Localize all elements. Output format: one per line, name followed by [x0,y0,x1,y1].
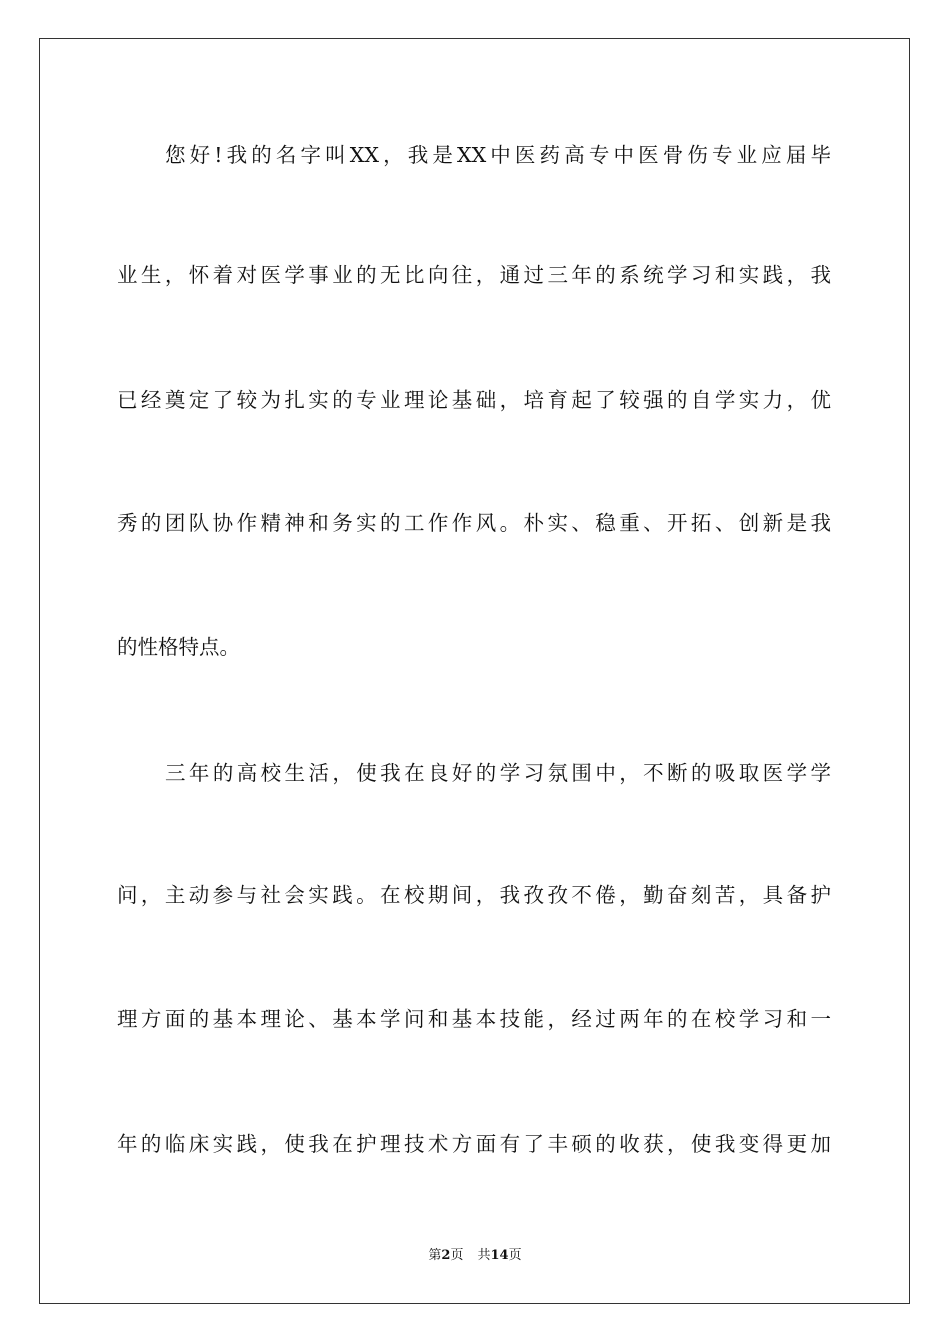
paragraph-2-line-2: 问，主动参与社会实践。在校期间，我孜孜不倦，勤奋刻苦，具备护 [117,883,831,907]
footer-total-pages: 14 [490,1248,509,1263]
page-border [39,38,910,1304]
paragraph-2-line-4: 年的临床实践，使我在护理技术方面有了丰硕的收获，使我变得更加 [117,1132,831,1156]
paragraph-1-line-5: 的性格特点。 [117,635,240,659]
paragraph-1-line-1: 您好!我的名字叫XX，我是XX中医药高专中医骨伤专业应届毕 [165,143,831,167]
page-footer [0,1247,950,1265]
footer-page-suffix: 页 [450,1248,464,1263]
footer-total-suffix: 页 [508,1248,522,1263]
paragraph-1-line-2: 业生，怀着对医学事业的无比向往，通过三年的系统学习和实践，我 [117,263,831,287]
paragraph-1-line-4: 秀的团队协作精神和务实的工作作风。朴实、稳重、开拓、创新是我 [117,511,831,535]
footer-page-prefix: 第 [428,1248,442,1263]
footer-page-number: 2 [441,1248,451,1263]
paragraph-1-line-3: 已经奠定了较为扎实的专业理论基础，培育起了较强的自学实力，优 [117,388,831,412]
paragraph-2-line-3: 理方面的基本理论、基本学问和基本技能，经过两年的在校学习和一 [117,1007,831,1031]
footer-total-prefix: 共 [477,1248,491,1263]
paragraph-2-line-1: 三年的高校生活，使我在良好的学习氛围中，不断的吸取医学学 [165,761,831,785]
